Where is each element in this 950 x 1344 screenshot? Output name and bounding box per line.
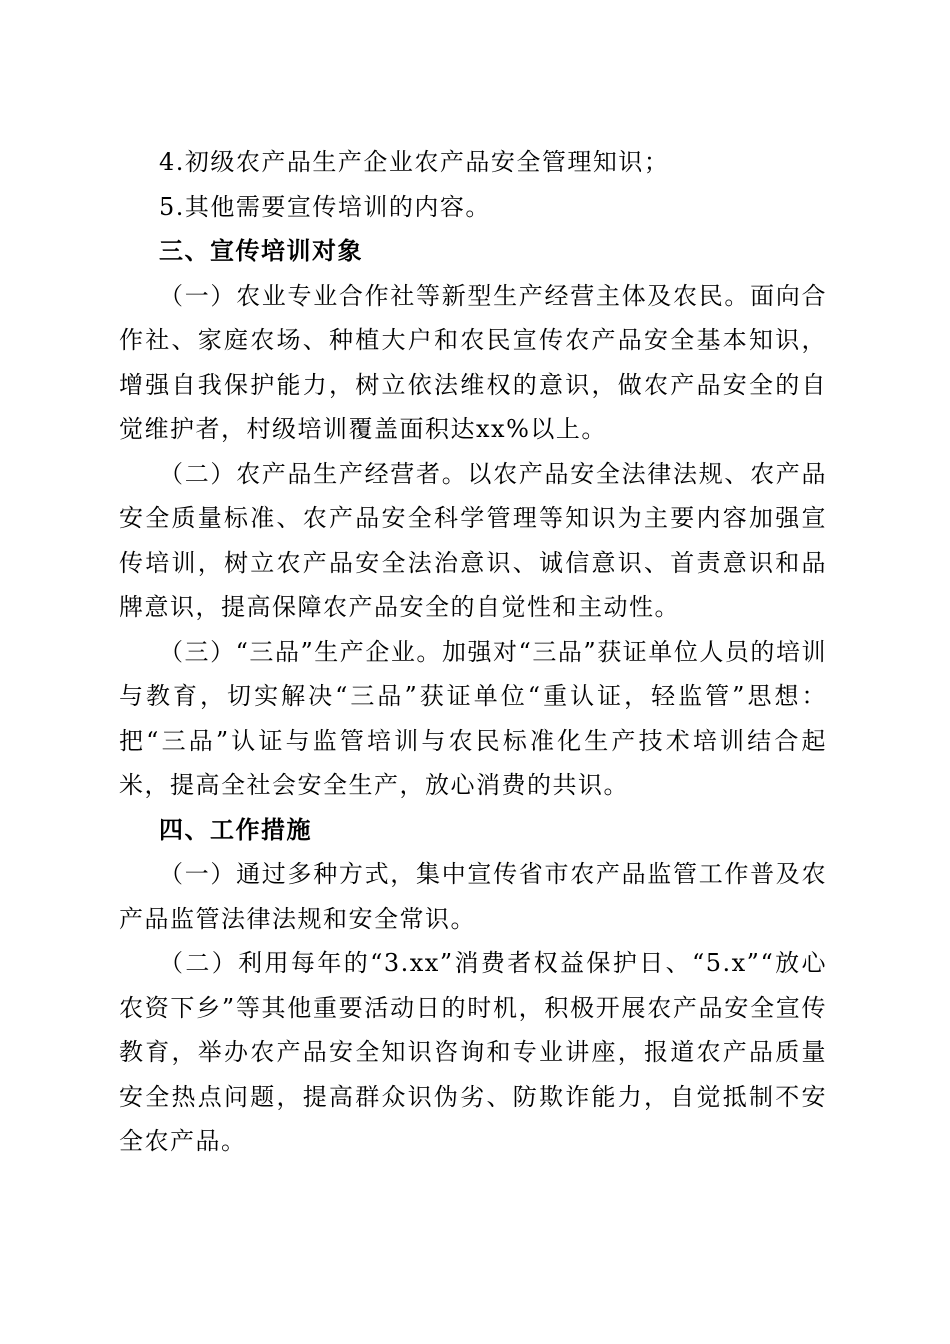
paragraph-3-1: （一）农业专业合作社等新型生产经营主体及农民。面向合作社、家庭农场、种植大户和农民宣传农产品安全基本知识，增强自我保护能力，树立依法维权的意识，做农产品安全的自觉维护者，村级培训覆盖面积达xx%以上。: [119, 281, 827, 443]
paragraph-3-2: （二）农产品生产经营者。以农产品安全法律法规、农产品安全质量标准、农产品安全科学管理等知识为主要内容加强宣传培训，树立农产品安全法治意识、诚信意识、首责意识和品牌意识，提高保障农产品安全的自觉性和主动性。: [119, 459, 827, 621]
document-body: [119, 140, 827, 1164]
list-item-4: 4.初级农产品生产企业农产品安全管理知识；: [159, 148, 670, 176]
paragraph-4-1: （一）通过多种方式，集中宣传省市农产品监管工作普及农产品监管法律法规和安全常识。: [119, 860, 827, 933]
list-item-5: 5.其他需要宣传培训的内容。: [159, 192, 491, 221]
paragraph-4-2: （二）利用每年的“3.xx”消费者权益保护日、“5.x”“放心农资下乡”等其他重要活动日的时机，积极开展农产品安全宣传教育，举办农产品安全知识咨询和专业讲座，报道农产品质量安全热点问题，提高群众识伪劣、防欺诈能力，自觉抵制不安全农产品。: [119, 949, 827, 1155]
paragraph-3-3: （三）“三品”生产企业。加强对“三品”获证单位人员的培训与教育，切实解决“三品”获证单位“重认证，轻监管”思想：把“三品”认证与监管培训与农民标准化生产技术培训结合起米，提高全社会安全生产，放心消费的共识。: [119, 637, 827, 799]
section-heading-3: 三、宣传培训对象: [159, 237, 363, 265]
section-heading-4: 四、工作措施: [159, 815, 312, 844]
